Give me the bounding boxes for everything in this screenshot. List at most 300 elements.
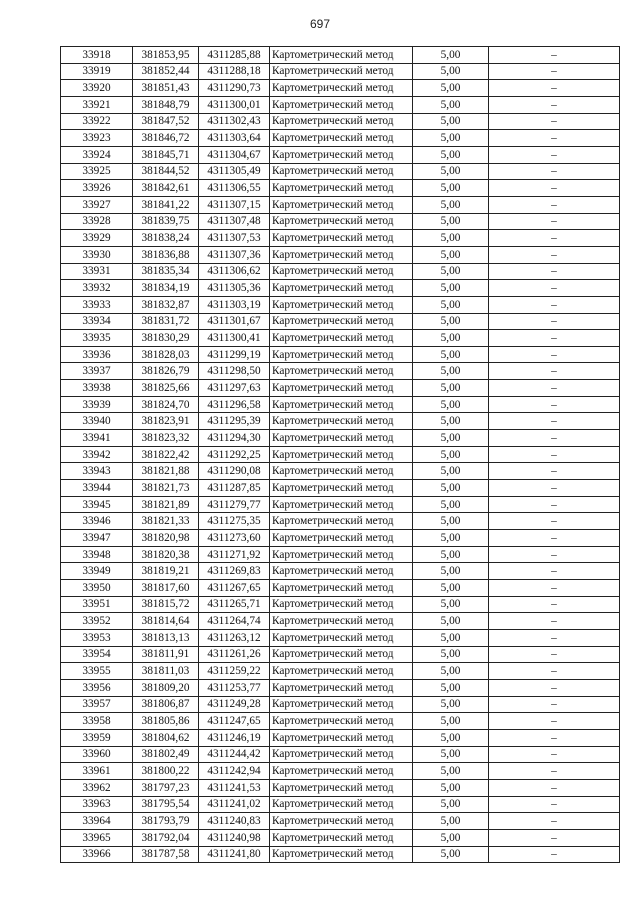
point-number-cell: 33935 xyxy=(61,330,133,347)
y-coordinate-cell: 4311307,36 xyxy=(199,246,270,263)
y-coordinate-cell: 4311241,80 xyxy=(199,846,270,863)
x-coordinate-cell: 381821,33 xyxy=(133,513,199,530)
accuracy-cell: 5,00 xyxy=(413,146,489,163)
point-number-cell: 33954 xyxy=(61,646,133,663)
point-number-cell: 33949 xyxy=(61,563,133,580)
table-row xyxy=(61,213,620,230)
point-number-cell: 33945 xyxy=(61,496,133,513)
x-coordinate-cell: 381814,64 xyxy=(133,613,199,630)
method-cell: Картометрический метод xyxy=(270,96,413,113)
point-number-cell: 33948 xyxy=(61,546,133,563)
accuracy-cell: 5,00 xyxy=(413,346,489,363)
method-cell: Картометрический метод xyxy=(270,763,413,780)
point-number-cell: 33953 xyxy=(61,629,133,646)
accuracy-cell: 5,00 xyxy=(413,846,489,863)
x-coordinate-cell: 381817,60 xyxy=(133,580,199,597)
method-cell: Картометрический метод xyxy=(270,146,413,163)
x-coordinate-cell: 381834,19 xyxy=(133,280,199,297)
x-coordinate-cell: 381821,73 xyxy=(133,480,199,497)
method-cell: Картометрический метод xyxy=(270,463,413,480)
point-number-cell: 33921 xyxy=(61,96,133,113)
method-cell: Картометрический метод xyxy=(270,779,413,796)
dash-cell: – xyxy=(489,546,620,563)
x-coordinate-cell: 381795,54 xyxy=(133,796,199,813)
table-row xyxy=(61,146,620,163)
table-row xyxy=(61,313,620,330)
accuracy-cell: 5,00 xyxy=(413,96,489,113)
accuracy-cell: 5,00 xyxy=(413,463,489,480)
accuracy-cell: 5,00 xyxy=(413,280,489,297)
x-coordinate-cell: 381830,29 xyxy=(133,330,199,347)
accuracy-cell: 5,00 xyxy=(413,246,489,263)
point-number-cell: 33933 xyxy=(61,296,133,313)
x-coordinate-cell: 381821,89 xyxy=(133,496,199,513)
y-coordinate-cell: 4311302,43 xyxy=(199,113,270,130)
y-coordinate-cell: 4311279,77 xyxy=(199,496,270,513)
x-coordinate-cell: 381838,24 xyxy=(133,230,199,247)
point-number-cell: 33950 xyxy=(61,580,133,597)
y-coordinate-cell: 4311265,71 xyxy=(199,596,270,613)
x-coordinate-cell: 381841,22 xyxy=(133,196,199,213)
y-coordinate-cell: 4311300,01 xyxy=(199,96,270,113)
y-coordinate-cell: 4311269,83 xyxy=(199,563,270,580)
accuracy-cell: 5,00 xyxy=(413,629,489,646)
y-coordinate-cell: 4311263,12 xyxy=(199,629,270,646)
dash-cell: – xyxy=(489,313,620,330)
x-coordinate-cell: 381811,03 xyxy=(133,663,199,680)
x-coordinate-cell: 381806,87 xyxy=(133,696,199,713)
dash-cell: – xyxy=(489,679,620,696)
y-coordinate-cell: 4311288,18 xyxy=(199,63,270,80)
table-row xyxy=(61,163,620,180)
x-coordinate-cell: 381821,88 xyxy=(133,463,199,480)
y-coordinate-cell: 4311240,98 xyxy=(199,829,270,846)
dash-cell: – xyxy=(489,779,620,796)
method-cell: Картометрический метод xyxy=(270,296,413,313)
dash-cell: – xyxy=(489,530,620,547)
table-row xyxy=(61,430,620,447)
method-cell: Картометрический метод xyxy=(270,230,413,247)
point-number-cell: 33939 xyxy=(61,396,133,413)
y-coordinate-cell: 4311304,67 xyxy=(199,146,270,163)
table-row xyxy=(61,563,620,580)
method-cell: Картометрический метод xyxy=(270,480,413,497)
table-row xyxy=(61,480,620,497)
x-coordinate-cell: 381820,98 xyxy=(133,530,199,547)
accuracy-cell: 5,00 xyxy=(413,596,489,613)
dash-cell: – xyxy=(489,230,620,247)
table-row xyxy=(61,646,620,663)
method-cell: Картометрический метод xyxy=(270,413,413,430)
dash-cell: – xyxy=(489,796,620,813)
accuracy-cell: 5,00 xyxy=(413,796,489,813)
y-coordinate-cell: 4311307,53 xyxy=(199,230,270,247)
table-row xyxy=(61,729,620,746)
dash-cell: – xyxy=(489,63,620,80)
accuracy-cell: 5,00 xyxy=(413,363,489,380)
dash-cell: – xyxy=(489,829,620,846)
accuracy-cell: 5,00 xyxy=(413,413,489,430)
point-number-cell: 33943 xyxy=(61,463,133,480)
y-coordinate-cell: 4311306,55 xyxy=(199,180,270,197)
method-cell: Картометрический метод xyxy=(270,280,413,297)
y-coordinate-cell: 4311261,26 xyxy=(199,646,270,663)
method-cell: Картометрический метод xyxy=(270,713,413,730)
method-cell: Картометрический метод xyxy=(270,346,413,363)
method-cell: Картометрический метод xyxy=(270,696,413,713)
point-number-cell: 33951 xyxy=(61,596,133,613)
table-row xyxy=(61,296,620,313)
accuracy-cell: 5,00 xyxy=(413,230,489,247)
table-row xyxy=(61,330,620,347)
table-row xyxy=(61,380,620,397)
method-cell: Картометрический метод xyxy=(270,846,413,863)
y-coordinate-cell: 4311240,83 xyxy=(199,813,270,830)
table-row xyxy=(61,446,620,463)
method-cell: Картометрический метод xyxy=(270,430,413,447)
point-number-cell: 33944 xyxy=(61,480,133,497)
table-row xyxy=(61,813,620,830)
table-row xyxy=(61,463,620,480)
table-row xyxy=(61,230,620,247)
x-coordinate-cell: 381835,34 xyxy=(133,263,199,280)
x-coordinate-cell: 381809,20 xyxy=(133,679,199,696)
method-cell: Картометрический метод xyxy=(270,513,413,530)
dash-cell: – xyxy=(489,613,620,630)
point-number-cell: 33957 xyxy=(61,696,133,713)
accuracy-cell: 5,00 xyxy=(413,530,489,547)
dash-cell: – xyxy=(489,213,620,230)
accuracy-cell: 5,00 xyxy=(413,480,489,497)
table-row xyxy=(61,779,620,796)
x-coordinate-cell: 381853,95 xyxy=(133,47,199,64)
table-row xyxy=(61,629,620,646)
method-cell: Картометрический метод xyxy=(270,63,413,80)
method-cell: Картометрический метод xyxy=(270,679,413,696)
table-row xyxy=(61,413,620,430)
point-number-cell: 33946 xyxy=(61,513,133,530)
point-number-cell: 33956 xyxy=(61,679,133,696)
point-number-cell: 33936 xyxy=(61,346,133,363)
point-number-cell: 33940 xyxy=(61,413,133,430)
table-row xyxy=(61,546,620,563)
accuracy-cell: 5,00 xyxy=(413,613,489,630)
x-coordinate-cell: 381842,61 xyxy=(133,180,199,197)
method-cell: Картометрический метод xyxy=(270,613,413,630)
table-row xyxy=(61,47,620,64)
method-cell: Картометрический метод xyxy=(270,380,413,397)
method-cell: Картометрический метод xyxy=(270,246,413,263)
x-coordinate-cell: 381822,42 xyxy=(133,446,199,463)
point-number-cell: 33962 xyxy=(61,779,133,796)
point-number-cell: 33931 xyxy=(61,263,133,280)
x-coordinate-cell: 381804,62 xyxy=(133,729,199,746)
accuracy-cell: 5,00 xyxy=(413,446,489,463)
point-number-cell: 33925 xyxy=(61,163,133,180)
method-cell: Картометрический метод xyxy=(270,646,413,663)
table-row xyxy=(61,596,620,613)
point-number-cell: 33955 xyxy=(61,663,133,680)
method-cell: Картометрический метод xyxy=(270,196,413,213)
method-cell: Картометрический метод xyxy=(270,813,413,830)
point-number-cell: 33942 xyxy=(61,446,133,463)
accuracy-cell: 5,00 xyxy=(413,263,489,280)
point-number-cell: 33919 xyxy=(61,63,133,80)
table-row xyxy=(61,679,620,696)
y-coordinate-cell: 4311244,42 xyxy=(199,746,270,763)
y-coordinate-cell: 4311264,74 xyxy=(199,613,270,630)
table-row xyxy=(61,829,620,846)
dash-cell: – xyxy=(489,80,620,97)
table-row xyxy=(61,396,620,413)
table-row xyxy=(61,846,620,863)
x-coordinate-cell: 381848,79 xyxy=(133,96,199,113)
table-row xyxy=(61,796,620,813)
dash-cell: – xyxy=(489,346,620,363)
dash-cell: – xyxy=(489,146,620,163)
dash-cell: – xyxy=(489,263,620,280)
point-number-cell: 33932 xyxy=(61,280,133,297)
table-row xyxy=(61,280,620,297)
method-cell: Картометрический метод xyxy=(270,629,413,646)
x-coordinate-cell: 381836,88 xyxy=(133,246,199,263)
x-coordinate-cell: 381828,03 xyxy=(133,346,199,363)
accuracy-cell: 5,00 xyxy=(413,829,489,846)
method-cell: Картометрический метод xyxy=(270,829,413,846)
y-coordinate-cell: 4311292,25 xyxy=(199,446,270,463)
x-coordinate-cell: 381824,70 xyxy=(133,396,199,413)
dash-cell: – xyxy=(489,813,620,830)
x-coordinate-cell: 381802,49 xyxy=(133,746,199,763)
y-coordinate-cell: 4311303,19 xyxy=(199,296,270,313)
point-number-cell: 33958 xyxy=(61,713,133,730)
x-coordinate-cell: 381813,13 xyxy=(133,629,199,646)
method-cell: Картометрический метод xyxy=(270,446,413,463)
table-row xyxy=(61,696,620,713)
dash-cell: – xyxy=(489,663,620,680)
point-number-cell: 33952 xyxy=(61,613,133,630)
accuracy-cell: 5,00 xyxy=(413,130,489,147)
y-coordinate-cell: 4311271,92 xyxy=(199,546,270,563)
x-coordinate-cell: 381839,75 xyxy=(133,213,199,230)
table-row xyxy=(61,80,620,97)
x-coordinate-cell: 381815,72 xyxy=(133,596,199,613)
accuracy-cell: 5,00 xyxy=(413,663,489,680)
y-coordinate-cell: 4311287,85 xyxy=(199,480,270,497)
table-row xyxy=(61,746,620,763)
point-number-cell: 33938 xyxy=(61,380,133,397)
point-number-cell: 33934 xyxy=(61,313,133,330)
y-coordinate-cell: 4311267,65 xyxy=(199,580,270,597)
table-row xyxy=(61,63,620,80)
y-coordinate-cell: 4311253,77 xyxy=(199,679,270,696)
method-cell: Картометрический метод xyxy=(270,363,413,380)
accuracy-cell: 5,00 xyxy=(413,163,489,180)
accuracy-cell: 5,00 xyxy=(413,180,489,197)
x-coordinate-cell: 381793,79 xyxy=(133,813,199,830)
y-coordinate-cell: 4311306,62 xyxy=(199,263,270,280)
table-row xyxy=(61,763,620,780)
x-coordinate-cell: 381844,52 xyxy=(133,163,199,180)
y-coordinate-cell: 4311241,02 xyxy=(199,796,270,813)
accuracy-cell: 5,00 xyxy=(413,513,489,530)
dash-cell: – xyxy=(489,846,620,863)
accuracy-cell: 5,00 xyxy=(413,113,489,130)
dash-cell: – xyxy=(489,196,620,213)
x-coordinate-cell: 381847,52 xyxy=(133,113,199,130)
point-number-cell: 33965 xyxy=(61,829,133,846)
method-cell: Картометрический метод xyxy=(270,729,413,746)
x-coordinate-cell: 381819,21 xyxy=(133,563,199,580)
method-cell: Картометрический метод xyxy=(270,180,413,197)
point-number-cell: 33918 xyxy=(61,47,133,64)
accuracy-cell: 5,00 xyxy=(413,746,489,763)
table-row xyxy=(61,513,620,530)
y-coordinate-cell: 4311273,60 xyxy=(199,530,270,547)
dash-cell: – xyxy=(489,446,620,463)
accuracy-cell: 5,00 xyxy=(413,380,489,397)
accuracy-cell: 5,00 xyxy=(413,80,489,97)
method-cell: Картометрический метод xyxy=(270,313,413,330)
table-row xyxy=(61,713,620,730)
x-coordinate-cell: 381846,72 xyxy=(133,130,199,147)
point-number-cell: 33964 xyxy=(61,813,133,830)
x-coordinate-cell: 381792,04 xyxy=(133,829,199,846)
method-cell: Картометрический метод xyxy=(270,563,413,580)
point-number-cell: 33926 xyxy=(61,180,133,197)
accuracy-cell: 5,00 xyxy=(413,330,489,347)
x-coordinate-cell: 381851,43 xyxy=(133,80,199,97)
y-coordinate-cell: 4311297,63 xyxy=(199,380,270,397)
y-coordinate-cell: 4311295,39 xyxy=(199,413,270,430)
table-row xyxy=(61,363,620,380)
dash-cell: – xyxy=(489,563,620,580)
dash-cell: – xyxy=(489,496,620,513)
x-coordinate-cell: 381826,79 xyxy=(133,363,199,380)
accuracy-cell: 5,00 xyxy=(413,646,489,663)
dash-cell: – xyxy=(489,163,620,180)
point-number-cell: 33959 xyxy=(61,729,133,746)
dash-cell: – xyxy=(489,96,620,113)
dash-cell: – xyxy=(489,47,620,64)
x-coordinate-cell: 381825,66 xyxy=(133,380,199,397)
method-cell: Картометрический метод xyxy=(270,330,413,347)
page-number: 697 xyxy=(309,17,331,31)
y-coordinate-cell: 4311296,58 xyxy=(199,396,270,413)
point-number-cell: 33941 xyxy=(61,430,133,447)
y-coordinate-cell: 4311300,41 xyxy=(199,330,270,347)
dash-cell: – xyxy=(489,246,620,263)
dash-cell: – xyxy=(489,763,620,780)
method-cell: Картометрический метод xyxy=(270,80,413,97)
method-cell: Картометрический метод xyxy=(270,396,413,413)
accuracy-cell: 5,00 xyxy=(413,563,489,580)
accuracy-cell: 5,00 xyxy=(413,63,489,80)
method-cell: Картометрический метод xyxy=(270,796,413,813)
dash-cell: – xyxy=(489,296,620,313)
x-coordinate-cell: 381811,91 xyxy=(133,646,199,663)
point-number-cell: 33930 xyxy=(61,246,133,263)
x-coordinate-cell: 381852,44 xyxy=(133,63,199,80)
dash-cell: – xyxy=(489,596,620,613)
dash-cell: – xyxy=(489,629,620,646)
dash-cell: – xyxy=(489,280,620,297)
y-coordinate-cell: 4311249,28 xyxy=(199,696,270,713)
accuracy-cell: 5,00 xyxy=(413,729,489,746)
point-number-cell: 33924 xyxy=(61,146,133,163)
point-number-cell: 33923 xyxy=(61,130,133,147)
y-coordinate-cell: 4311241,53 xyxy=(199,779,270,796)
dash-cell: – xyxy=(489,729,620,746)
table-row xyxy=(61,96,620,113)
accuracy-cell: 5,00 xyxy=(413,430,489,447)
y-coordinate-cell: 4311290,08 xyxy=(199,463,270,480)
coordinates-table xyxy=(60,46,620,863)
method-cell: Картометрический метод xyxy=(270,47,413,64)
table-row xyxy=(61,196,620,213)
method-cell: Картометрический метод xyxy=(270,596,413,613)
dash-cell: – xyxy=(489,746,620,763)
dash-cell: – xyxy=(489,380,620,397)
point-number-cell: 33928 xyxy=(61,213,133,230)
accuracy-cell: 5,00 xyxy=(413,713,489,730)
table-row xyxy=(61,263,620,280)
accuracy-cell: 5,00 xyxy=(413,213,489,230)
accuracy-cell: 5,00 xyxy=(413,696,489,713)
dash-cell: – xyxy=(489,363,620,380)
x-coordinate-cell: 381820,38 xyxy=(133,546,199,563)
x-coordinate-cell: 381823,91 xyxy=(133,413,199,430)
y-coordinate-cell: 4311242,94 xyxy=(199,763,270,780)
dash-cell: – xyxy=(489,130,620,147)
dash-cell: – xyxy=(489,646,620,663)
table-row xyxy=(61,130,620,147)
accuracy-cell: 5,00 xyxy=(413,763,489,780)
accuracy-cell: 5,00 xyxy=(413,196,489,213)
dash-cell: – xyxy=(489,480,620,497)
method-cell: Картометрический метод xyxy=(270,163,413,180)
x-coordinate-cell: 381797,23 xyxy=(133,779,199,796)
dash-cell: – xyxy=(489,180,620,197)
method-cell: Картометрический метод xyxy=(270,663,413,680)
coordinates-table-body xyxy=(61,47,620,863)
y-coordinate-cell: 4311301,67 xyxy=(199,313,270,330)
point-number-cell: 33920 xyxy=(61,80,133,97)
accuracy-cell: 5,00 xyxy=(413,296,489,313)
accuracy-cell: 5,00 xyxy=(413,580,489,597)
accuracy-cell: 5,00 xyxy=(413,396,489,413)
point-number-cell: 33937 xyxy=(61,363,133,380)
y-coordinate-cell: 4311285,88 xyxy=(199,47,270,64)
method-cell: Картометрический метод xyxy=(270,546,413,563)
x-coordinate-cell: 381805,86 xyxy=(133,713,199,730)
point-number-cell: 33960 xyxy=(61,746,133,763)
y-coordinate-cell: 4311305,36 xyxy=(199,280,270,297)
table-row xyxy=(61,613,620,630)
method-cell: Картометрический метод xyxy=(270,213,413,230)
x-coordinate-cell: 381787,58 xyxy=(133,846,199,863)
dash-cell: – xyxy=(489,463,620,480)
method-cell: Картометрический метод xyxy=(270,263,413,280)
dash-cell: – xyxy=(489,330,620,347)
y-coordinate-cell: 4311246,19 xyxy=(199,729,270,746)
y-coordinate-cell: 4311275,35 xyxy=(199,513,270,530)
y-coordinate-cell: 4311298,50 xyxy=(199,363,270,380)
y-coordinate-cell: 4311290,73 xyxy=(199,80,270,97)
point-number-cell: 33922 xyxy=(61,113,133,130)
dash-cell: – xyxy=(489,696,620,713)
x-coordinate-cell: 381845,71 xyxy=(133,146,199,163)
